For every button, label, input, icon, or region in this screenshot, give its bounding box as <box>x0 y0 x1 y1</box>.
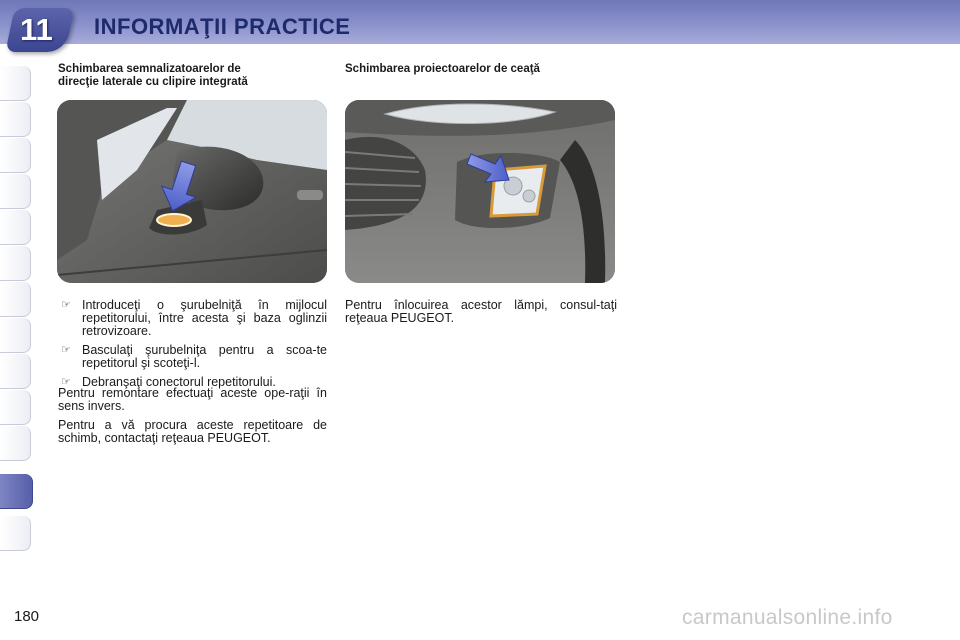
watermark: carmanualsonline.info <box>682 606 893 629</box>
left-heading <box>58 63 338 89</box>
pointing-hand-icon: ☞ <box>61 344 71 356</box>
sidebar-tab-2[interactable] <box>0 102 31 137</box>
sidebar-tab-8[interactable] <box>0 318 31 353</box>
sidebar-tab-11[interactable] <box>0 426 31 461</box>
sidebar-tab-1[interactable] <box>0 66 31 101</box>
sidebar-tab-6[interactable] <box>0 246 31 281</box>
sidebar-tab-active[interactable] <box>0 474 33 509</box>
chapter-title: INFORMAŢII PRACTICE <box>94 14 351 39</box>
fog-lamp-paragraph: Pentru înlocuirea acestor lămpi, consul-taţi reţeaua PEUGEOT. <box>345 298 617 325</box>
page-number: 180 <box>14 608 40 625</box>
mirror-repeater-illustration <box>57 100 327 283</box>
pointing-hand-icon: ☞ <box>61 299 71 311</box>
pointing-hand-icon: ☞ <box>61 376 71 388</box>
right-heading: Schimbarea proiectoarelor de ceaţă <box>345 63 540 75</box>
sidebar-tab-10[interactable] <box>0 390 31 425</box>
sidebar-tab-9[interactable] <box>0 354 31 389</box>
spare-parts-paragraph: Pentru a vă procura aceste repetitoare de schimb, contactaţi reţeaua PEUGEOT. <box>58 418 327 445</box>
sidebar-tab-3[interactable] <box>0 138 31 173</box>
chapter-number: 11 <box>20 12 53 47</box>
mirror-repeater-svg <box>57 100 327 283</box>
fog-lamp-illustration <box>345 100 615 283</box>
chapter-header <box>0 0 960 46</box>
fog-lamp-svg <box>345 100 615 283</box>
list-item: ☞ Debranşaţi conectorul repetitorului. <box>61 375 276 389</box>
list-item: ☞ Basculaţi şurubelniţa pentru a scoa-te repetitorul şi scoteţi-l. <box>61 343 327 370</box>
sidebar-tab-13[interactable] <box>0 516 31 551</box>
sidebar-tab-4[interactable] <box>0 174 31 209</box>
procedure-steps <box>58 299 327 395</box>
left-heading-line2: direcţie laterale cu clipire integrată <box>58 76 248 88</box>
left-heading-line1: Schimbarea semnalizatoarelor de <box>58 63 241 75</box>
sidebar-tab-7[interactable] <box>0 282 31 317</box>
chapter-sidebar <box>0 66 34 576</box>
reassembly-paragraph: Pentru remontare efectuaţi aceste ope-raţii în sens invers. <box>58 386 327 413</box>
sidebar-tab-5[interactable] <box>0 210 31 245</box>
list-item: ☞ Introduceţi o şurubelniţă în mijlocul repetitorului, între acesta şi baza oglinzii retrovizoare. <box>61 298 327 338</box>
